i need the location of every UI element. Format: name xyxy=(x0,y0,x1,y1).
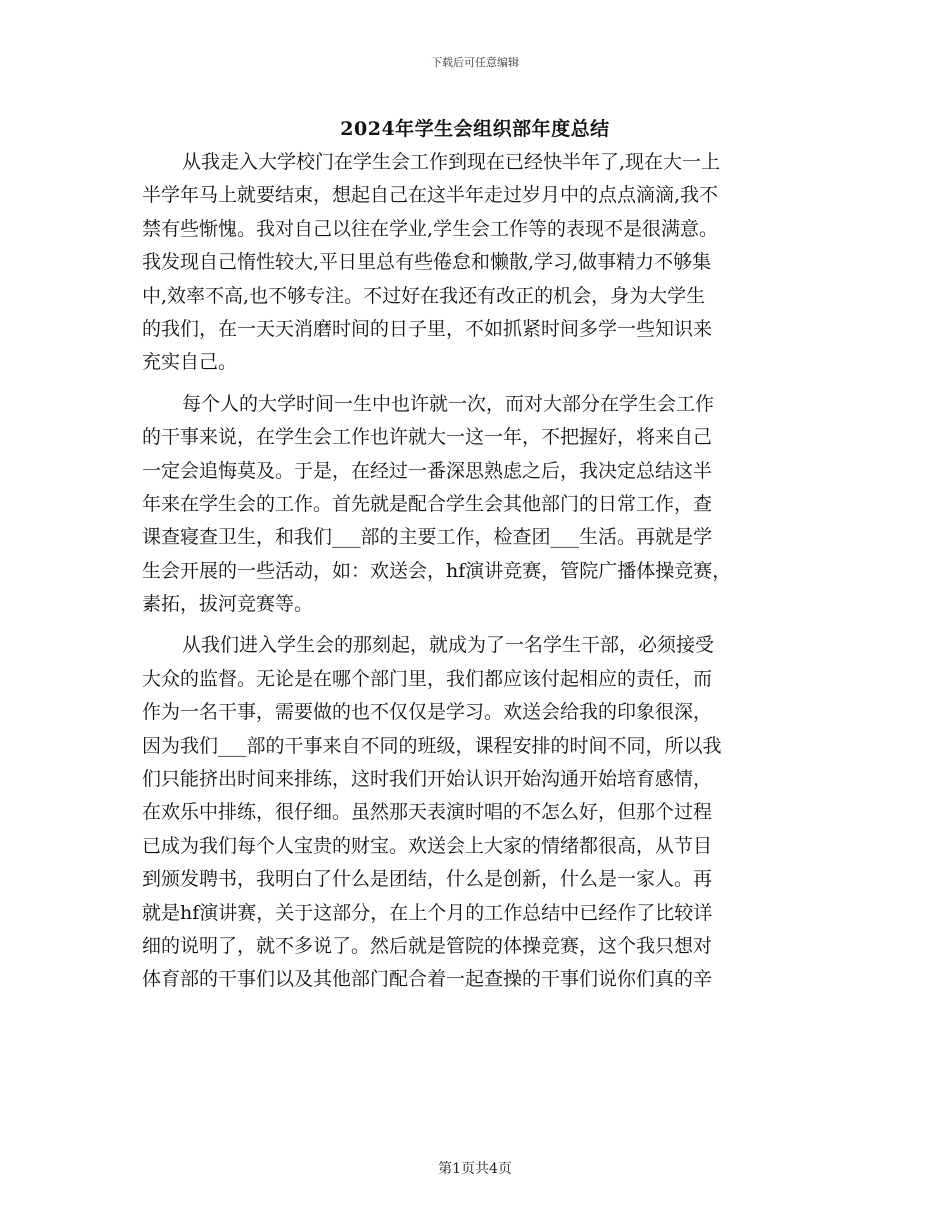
text-line: 每个人的大学时间一生中也许就一次，而对大部分在学生会工作 xyxy=(182,392,715,415)
text-line: 因为我们___部的干事来自不同的班级，课程安排的时间不同，所以我 xyxy=(142,734,722,757)
document-title: 2024年学生会组织部年度总结 xyxy=(340,118,610,140)
paragraph-1 xyxy=(142,146,812,380)
text-line: 生会开展的一些活动，如：欢送会，hf演讲竞赛，管院广播体操竞赛， xyxy=(142,559,732,582)
text-line: 一定会追悔莫及。于是，在经过一番深思熟虑之后，我决定总结这半 xyxy=(142,459,713,482)
document-body xyxy=(142,146,812,997)
page-header-note: 下载后可任意编辑 xyxy=(431,56,519,69)
paragraph-2 xyxy=(142,388,812,622)
text-line: 们只能挤出时间来排练，这时我们开始认识开始沟通开始培育感情， xyxy=(142,768,713,791)
text-line: 禁有些惭愧。我对自己以往在学业,学生会工作等的表现不是很满意。 xyxy=(142,217,719,240)
text-line: 作为一名干事，需要做的也不仅仅是学习。欢送会给我的印象很深， xyxy=(142,701,713,724)
text-line: 我发现自己惰性较大,平日里总有些倦怠和懒散,学习,做事精力不够集 xyxy=(142,251,712,274)
text-line: 的干事来说，在学生会工作也许就大一这一年，不把握好，将来自己 xyxy=(142,426,713,449)
text-line: 素拓，拔河竞赛等。 xyxy=(142,593,314,616)
text-line: 的我们，在一天天消磨时间的日子里，不如抓紧时间多学一些知识来 xyxy=(142,317,713,340)
paragraph-spacer xyxy=(142,380,812,388)
text-line: 中,效率不高,也不够专注。不过好在我还有改正的机会，身为大学生 xyxy=(142,284,706,307)
text-line: 从我们进入学生会的那刻起，就成为了一名学生干部，必须接受 xyxy=(182,634,715,657)
text-line: 到颁发聘书，我明白了什么是团结，什么是创新，什么是一家人。再 xyxy=(142,868,713,891)
text-line: 细的说明了，就不多说了。然后就是管院的体操竞赛，这个我只想对 xyxy=(142,934,713,957)
text-line: 课查寝查卫生，和我们___部的主要工作，检查团___生活。再就是学 xyxy=(142,526,713,549)
text-line: 半学年马上就要结束，想起自己在这半年走过岁月中的点点滴滴,我不 xyxy=(142,184,719,207)
text-line: 年来在学生会的工作。首先就是配合学生会其他部门的日常工作，查 xyxy=(142,492,713,515)
text-line: 已成为我们每个人宝贵的财宝。欢送会上大家的情绪都很高，从节目 xyxy=(142,834,713,857)
paragraph-3 xyxy=(142,629,812,996)
page-number: 第1页共4页 xyxy=(438,1161,512,1177)
text-line: 在欢乐中排练，很仔细。虽然那天表演时唱的不怎么好，但那个过程 xyxy=(142,801,713,824)
text-line: 充实自己。 xyxy=(142,351,238,374)
paragraph-spacer xyxy=(142,621,812,629)
text-line: 大众的监督。无论是在哪个部门里，我们都应该付起相应的责任，而 xyxy=(142,667,713,690)
text-line: 体育部的干事们以及其他部门配合着一起查操的干事们说你们真的辛 xyxy=(142,968,713,991)
text-line: 就是hf演讲赛，关于这部分，在上个月的工作总结中已经作了比较详 xyxy=(142,901,713,924)
text-line: 从我走入大学校门在学生会工作到现在已经快半年了,现在大一上 xyxy=(182,151,721,173)
